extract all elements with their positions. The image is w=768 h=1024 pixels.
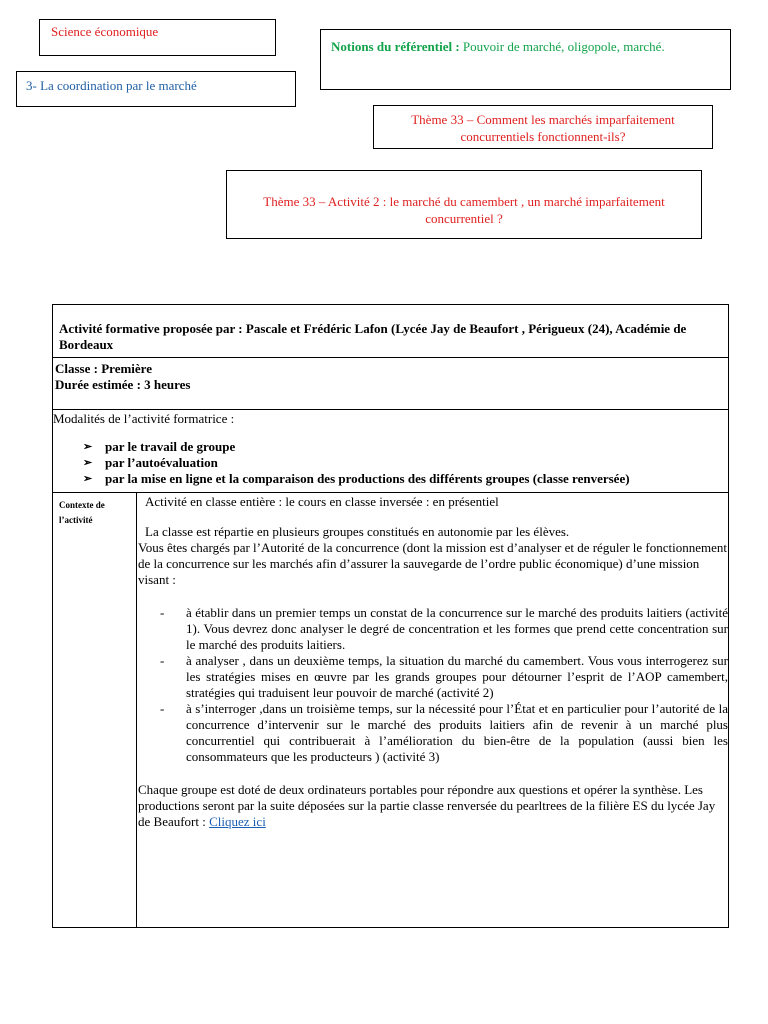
list-item: ➢ par l’autoévaluation xyxy=(83,455,218,470)
arrow-bullet-icon: ➢ xyxy=(83,473,93,485)
modalities-title: Modalités de l’activité formatrice : xyxy=(53,411,235,426)
list-item: ➢ par la mise en ligne et la comparaison des productions des différents groupes (classe renversée) xyxy=(83,471,630,486)
modalities-list xyxy=(53,439,728,487)
chapter-text: 3- La coordination par le marché xyxy=(26,78,197,93)
activity-title-text: Thème 33 – Activité 2 : le marché du camembert , un marché imparfaitement concurrentiel ? xyxy=(263,194,665,226)
dash-bullet-icon: - xyxy=(160,605,165,620)
context-row xyxy=(53,493,728,927)
modalities-row xyxy=(53,410,728,493)
class-row xyxy=(53,358,728,410)
notions-label: Notions du référentiel : xyxy=(331,39,460,54)
duration-text: Durée estimée : 3 heures xyxy=(55,377,191,392)
intro-text: Activité en classe entière : le cours en classe inversée : en présentiel xyxy=(145,494,499,509)
subject-text: Science économique xyxy=(51,24,159,39)
activity-table xyxy=(52,304,729,928)
context-label: Contexte de l’activité xyxy=(53,493,137,927)
mission-text: Vous êtes chargés par l’Autorité de la concurrence (dont la mission est d’analyser et de réguler le fonctionnement de la concurrence sur les marchés afin d’assurer la sauvegarde de l’ordre public économique) d’une mission visant : xyxy=(138,540,728,587)
mission-list xyxy=(138,605,728,765)
groupe-text: Chaque groupe est doté de deux ordinateurs portables pour répondre aux questions et opérer la synthèse. Les productions seront par la suite déposées sur la partie classe renversée du pearltrees de la filière ES du lycée Jay de Beaufort : Cliquez ici xyxy=(138,782,716,829)
activity-title-box xyxy=(226,170,702,239)
author-row xyxy=(53,305,728,358)
dash-bullet-icon: - xyxy=(160,701,165,716)
list-item: - à analyser , dans un deuxième temps, la situation du marché du camembert. Vous vous interrogerez sur les stratégies mises en œuvre par les grands groupes pour détourner l’esprit de l’AOP camembert, stratégies qui traduisent leur pouvoir de marché (activité 2) xyxy=(160,653,728,700)
chapter-box xyxy=(16,71,296,107)
theme-text: Thème 33 – Comment les marchés imparfaitement concurrentiels fonctionnent-ils? xyxy=(411,112,675,144)
cliquez-ici-link[interactable]: Cliquez ici xyxy=(209,814,266,829)
author-text: Activité formative proposée par : Pascale et Frédéric Lafon (Lycée Jay de Beaufort , Périgueux (24), Académie de Bordeaux xyxy=(59,321,687,352)
notions-text: Pouvoir de marché, oligopole, marché. xyxy=(459,39,665,54)
notions-box xyxy=(320,29,731,90)
list-item: - à établir dans un premier temps un constat de la concurrence sur le marché des produits laitiers (activité 1). Vous devrez donc analyser le degré de concentration et les formes que prend cette concentration sur le marché des produits laitiers. xyxy=(160,605,728,652)
arrow-bullet-icon: ➢ xyxy=(83,457,93,469)
class-text: Classe : Première xyxy=(55,361,152,376)
context-content xyxy=(138,493,728,830)
subject-box xyxy=(39,19,276,56)
list-item: - à s’interroger ,dans un troisième temps, sur la nécessité pour l’État et en particulier pour l’autorité de la concurrence d’intervenir sur le marché des produits laitiers afin de revenir à un marché plus concurrentiel qui contribuerait à l’amélioration du bien-être de la population (aussi bien les consommateurs que les producteurs ) (activité 3) xyxy=(160,701,728,764)
list-item: ➢ par le travail de groupe xyxy=(83,439,236,454)
arrow-bullet-icon: ➢ xyxy=(83,441,93,453)
dash-bullet-icon: - xyxy=(160,653,165,668)
theme-box xyxy=(373,105,713,149)
class-split-text: La classe est répartie en plusieurs groupes constitués en autonomie par les élèves. xyxy=(145,524,570,539)
